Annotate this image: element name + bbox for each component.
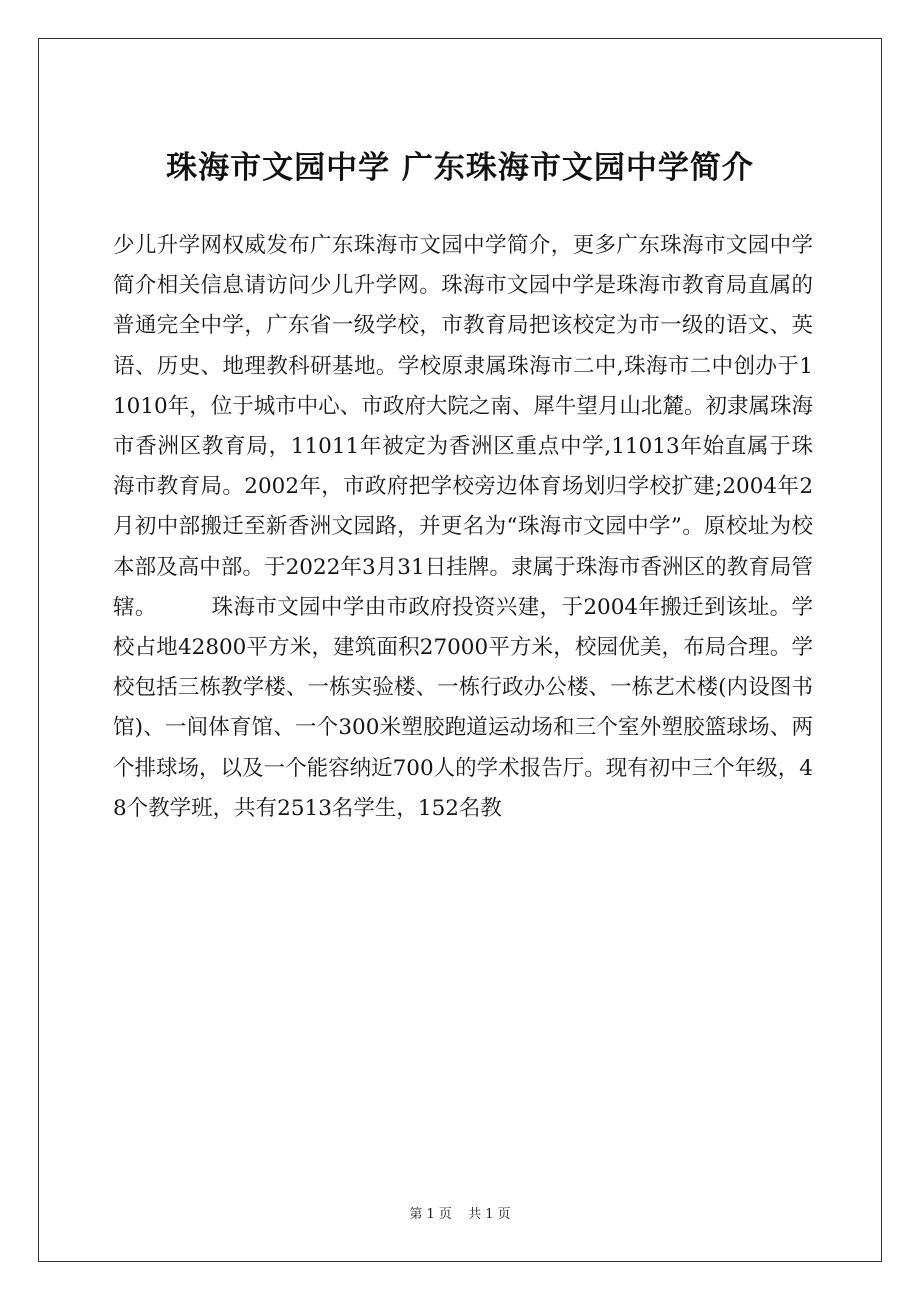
page-footer (38, 1206, 882, 1224)
document-body-paragraph: 少儿升学网权威发布广东珠海市文园中学简介，更多广东珠海市文园中学简介相关信息请访问少儿升学网。珠海市文园中学是珠海市教育局直属的普通完全中学，广东省一级学校，市教育局把该校定为市一级的语文、英语、历史、地理教科研基地。学校原隶属珠海市二中,珠海市二中创办于11010年，位于城市中心、市政府大院之南、犀牛望月山北麓。初隶属珠海市香洲区教育局，11011年被定为香洲区重点中学,11013年始直属于珠海市教育局。2002年，市政府把学校旁边体育场划归学校扩建;2004年2月初中部搬迁至新香洲文园路，并更名为“珠海市文园中学”。原校址为校本部及高中部。于2022年3月31日挂牌。隶属于珠海市香洲区的教育局管辖。 珠海市文园中学由市政府投资兴建，于2004年搬迁到该址。学校占地42800平方米，建筑面积27000平方米，校园优美，布局合理。学校包括三栋教学楼、一栋实验楼、一栋行政办公楼、一栋艺术楼(内设图书馆)、一间体育馆、一个300米塑胶跑道运动场和三个室外塑胶篮球场、两个排球场，以及一个能容纳近700人的学术报告厅。现有初中三个年级，48个教学班，共有2513名学生，152名教 (113, 233, 813, 821)
page-total-label: 共 1 页 (468, 1207, 511, 1222)
document-title: 珠海市文园中学 广东珠海市文园中学简介 (166, 150, 754, 186)
page-number-label: 第 1 页 (409, 1207, 452, 1222)
